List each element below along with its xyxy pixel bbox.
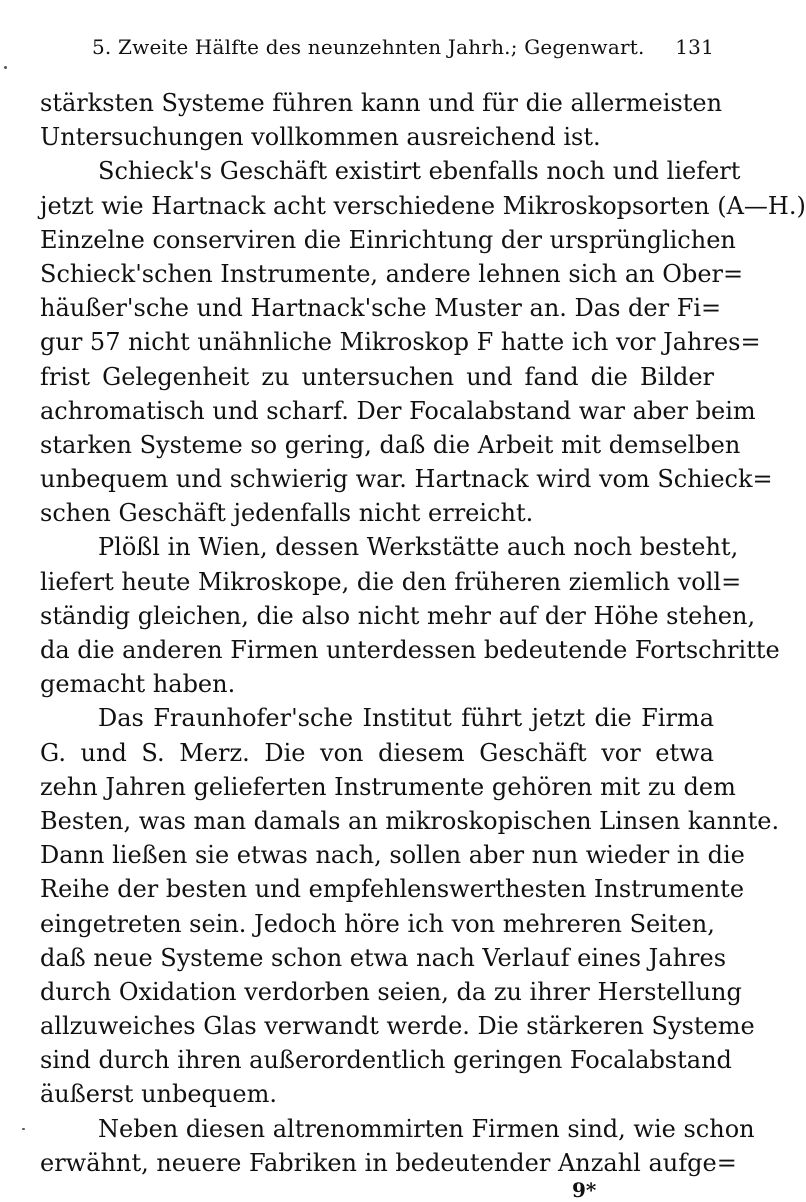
text-line: Einzelne conserviren die Einrichtung der ursprünglichen <box>40 225 736 254</box>
text-line: Untersuchungen vollkommen ausreichend ist. <box>40 123 601 152</box>
text-line: da die anderen Firmen unterdessen bedeutende Fortschritte <box>40 636 780 664</box>
text-line: Reihe der besten und empfehlenswerthesten Instrumente <box>40 875 745 904</box>
paragraph-first-line: Neben diesen altrenommirten Firmen sind, wie schon <box>98 1114 755 1143</box>
text-line: sind durch ihren außerordentlich geringen Focalabstand <box>40 1046 732 1075</box>
text-line: liefert heute Mikroskope, die den früheren ziemlich voll= <box>40 567 742 596</box>
page-number: 131 <box>675 35 714 59</box>
text-line: äußerst unbequem. <box>40 1080 277 1109</box>
text-line: häußer'sche und Hartnack'sche Muster an. Das der Fi= <box>40 294 722 323</box>
running-head <box>92 32 714 62</box>
text-line: erwähnt, neuere Fabriken in bedeutender Anzahl aufge= <box>40 1148 737 1177</box>
text-line: G. und S. Merz. Die von diesem Geschäft vor etwa <box>40 738 714 767</box>
print-speck <box>4 66 7 69</box>
text-line: Dann ließen sie etwas nach, sollen aber nun wieder in die <box>40 841 745 870</box>
body-text <box>40 86 806 1180</box>
text-line: durch Oxidation verdorben seien, da zu ihrer Herstellung <box>40 977 742 1006</box>
text-line: gur 57 nicht unähnliche Mikroskop F hatte ich vor Jahres= <box>40 328 761 357</box>
text-line: Besten, was man damals an mikroskopischen Linsen kannte. <box>40 806 780 835</box>
text-line: starken Systeme so gering, daß die Arbeit mit demselben <box>40 430 741 459</box>
text-line: zehn Jahren gelieferten Instrumente gehören mit zu dem <box>40 772 736 801</box>
chapter-title: 5. Zweite Hälfte des neunzehnten Jahrh.; Gegenwart. <box>92 35 645 59</box>
text-line: Schieck'schen Instrumente, andere lehnen sich an Ober= <box>40 259 744 288</box>
text-line: daß neue Systeme schon etwa nach Verlauf eines Jahres <box>40 943 727 972</box>
text-line: eingetreten sein. Jedoch höre ich von mehreren Seiten, <box>40 909 715 938</box>
signature-mark: 9* <box>572 1178 597 1202</box>
text-line: schen Geschäft jedenfalls nicht erreicht. <box>40 499 534 528</box>
text-line: allzuweiches Glas verwandt werde. Die stärkeren Systeme <box>40 1012 755 1041</box>
paragraph-first-line: Plößl in Wien, dessen Werkstätte auch noch besteht, <box>98 533 739 562</box>
text-line: ständig gleichen, die also nicht mehr auf der Höhe stehen, <box>40 601 756 630</box>
paragraph-first-line: Schieck's Geschäft existirt ebenfalls noch und liefert <box>98 157 741 186</box>
text-line: achromatisch und scharf. Der Focalabstand war aber beim <box>40 396 756 425</box>
text-line: unbequem und schwierig war. Hartnack wird vom Schieck= <box>40 465 773 494</box>
paragraph-first-line: Das Fraunhofer'sche Institut führt jetzt die Firma <box>98 704 714 733</box>
text-line: gemacht haben. <box>40 670 236 699</box>
text-line: jetzt wie Hartnack acht verschiedene Mikroskopsorten (A—H.) <box>40 191 806 220</box>
print-speck <box>22 1128 25 1130</box>
text-line: frist Gelegenheit zu untersuchen und fand die Bilder <box>40 362 714 391</box>
text-line: stärksten Systeme führen kann und für die allermeisten <box>40 89 723 117</box>
